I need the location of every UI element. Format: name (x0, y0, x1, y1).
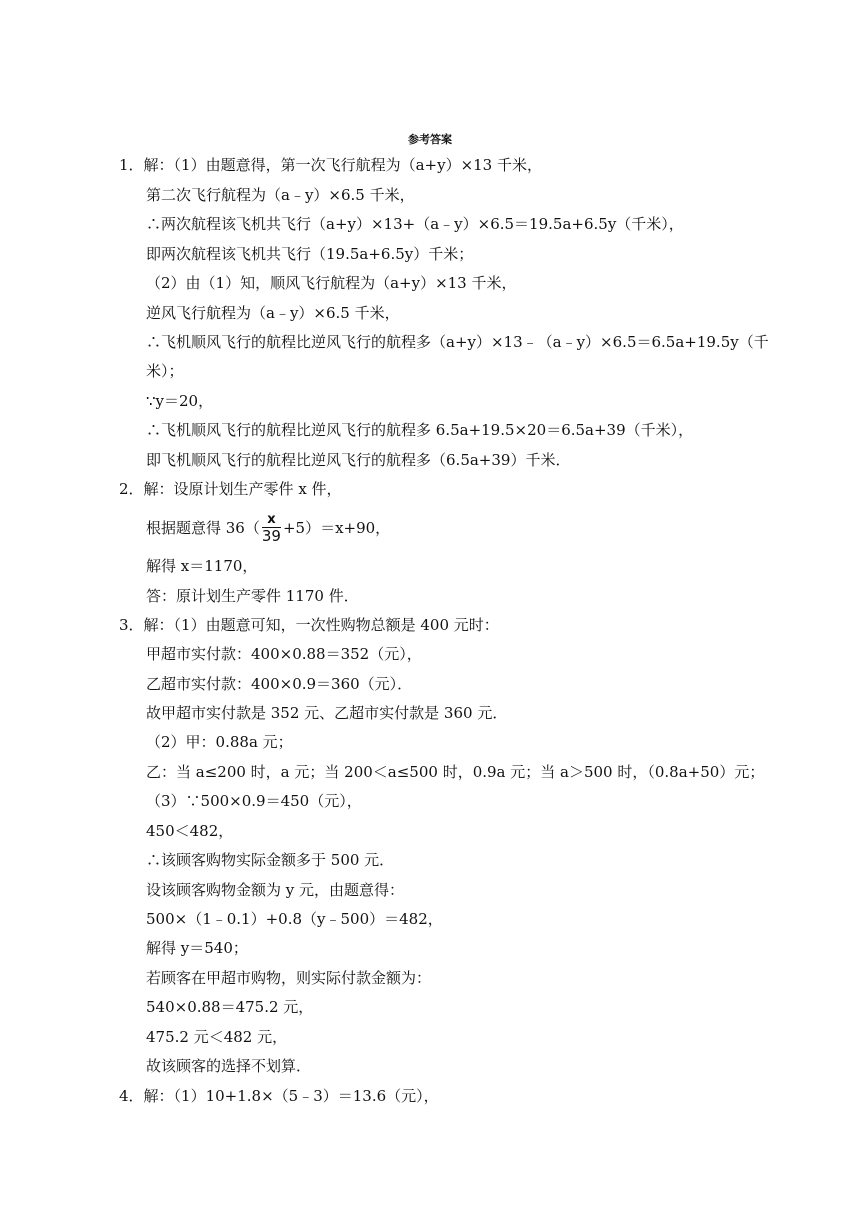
q2-line-1: 2．解：设原计划生产零件 x 件， (119, 480, 342, 498)
q1-line-4: 即两次航程该飞机共飞行（19.5a+6.5y）千米； (146, 245, 474, 263)
q3-line-16: 故该顾客的选择不划算． (146, 1057, 312, 1075)
q3-line-10: 设该顾客购物金额为 y 元，由题意得： (146, 881, 405, 899)
q1-line-11: 即飞机顺风飞行的航程比逆风飞行的航程多（6.5a+39）千米． (146, 451, 571, 469)
q3-line-9: ∴该顾客购物实际金额多于 500 元． (146, 851, 395, 869)
q2-equation-suffix: +5）＝x+90， (282, 519, 391, 537)
q1-line-7: ∴飞机顺风飞行的航程比逆风飞行的航程多（a+y）×13﹣（a﹣y）×6.5＝6.5a+19.5y（千 (146, 333, 769, 351)
q3-line-14: 540×0.88＝475.2 元， (146, 998, 314, 1016)
q3-line-13: 若顾客在甲超市购物，则实际付款金额为： (146, 969, 432, 987)
fraction (262, 513, 281, 545)
q1-line-6: 逆风飞行航程为（a﹣y）×6.5 千米， (146, 304, 400, 322)
q1-line-8: 米）； (146, 362, 184, 380)
q3-line-5: （2）甲：0.88a 元； (146, 733, 293, 751)
q4-line-1: 4．解：（1）10+1.8×（5﹣3）＝13.6（元）， (119, 1087, 439, 1105)
q3-line-3: 乙超市实付款：400×0.9＝360（元）． (146, 675, 413, 693)
q3-line-4: 故甲超市实付款是 352 元、乙超市实付款是 360 元． (146, 704, 508, 722)
q3-line-6: 乙：当 a≤200 时，a 元；当 200＜a≤500 时，0.9a 元；当 a＞500 时，（0.8a+50）元； (146, 763, 765, 781)
fraction-denominator: 39 (261, 527, 281, 545)
q1-line-10: ∴飞机顺风飞行的航程比逆风飞行的航程多 6.5a+19.5×20＝6.5a+39（千米）， (146, 421, 694, 439)
q1-line-2: 第二次飞行航程为（a﹣y）×6.5 千米， (146, 186, 415, 204)
fraction-numerator: x (267, 512, 276, 527)
q3-line-1: 3．解：（1）由题意可知，一次性购物总额是 400 元时： (119, 616, 499, 634)
q3-line-12: 解得 y＝540； (146, 939, 248, 957)
q1-line-9: ∵y＝20， (146, 392, 214, 410)
q2-line-2 (146, 513, 390, 545)
q1-line-5: （2）由（1）知，顺风飞行航程为（a+y）×13 千米， (146, 274, 517, 292)
page-title: 参考答案 (408, 133, 452, 146)
q2-line-3: 解得 x＝1170， (146, 557, 258, 575)
q3-line-7: （3）∵500×0.9＝450（元）， (146, 792, 362, 810)
q3-line-2: 甲超市实付款：400×0.88＝352（元）， (146, 645, 422, 663)
q1-line-1: 1．解：（1）由题意得，第一次飞行航程为（a+y）×13 千米， (119, 156, 542, 174)
q3-line-8: 450＜482， (146, 822, 234, 840)
q2-equation-prefix: 根据题意得 36（ (146, 519, 260, 537)
q1-line-3: ∴两次航程该飞机共飞行（a+y）×13+（a﹣y）×6.5＝19.5a+6.5y（千米）， (146, 215, 684, 233)
q2-line-4: 答：原计划生产零件 1170 件． (146, 587, 359, 605)
q3-line-11: 500×（1﹣0.1）+0.8（y﹣500）＝482， (146, 910, 443, 928)
q3-line-15: 475.2 元＜482 元， (146, 1028, 288, 1046)
